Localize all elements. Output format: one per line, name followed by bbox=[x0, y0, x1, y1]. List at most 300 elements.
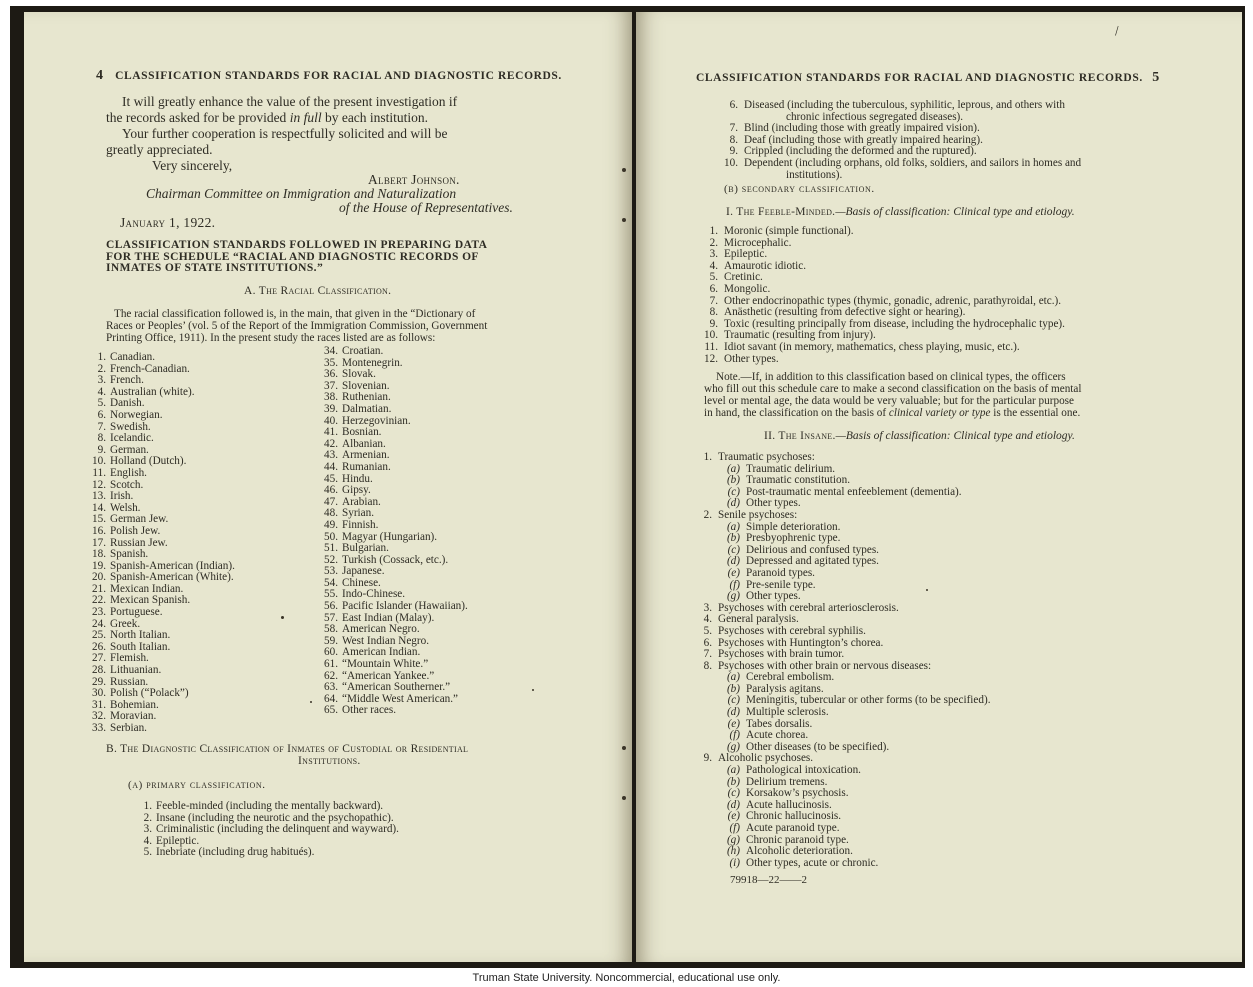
list-item-text: Anästhetic (resulting from defective sight or hearing). bbox=[724, 306, 966, 319]
list-item-text: Spanish-American (Indian). bbox=[110, 559, 235, 572]
primary-classification-list bbox=[134, 801, 399, 859]
list-item-number: (e) bbox=[727, 566, 740, 579]
list-item-text: Russian. bbox=[110, 675, 149, 688]
list-item-text: Russian Jew. bbox=[110, 536, 168, 549]
list-item-text: Greek. bbox=[110, 617, 141, 630]
right-page bbox=[636, 12, 1242, 962]
list-item-text: South Italian. bbox=[110, 640, 171, 653]
list-item-text: Depressed and agitated types. bbox=[746, 555, 879, 568]
list-item-number: 48. bbox=[324, 507, 338, 520]
list-item-text: Bulgarian. bbox=[342, 542, 389, 555]
list-item-number: 6. bbox=[729, 99, 738, 111]
binding-staple bbox=[622, 746, 626, 750]
list-item-number: (d) bbox=[726, 497, 740, 510]
list-item-number: 2. bbox=[709, 236, 718, 249]
list-item-number: 19. bbox=[92, 559, 106, 572]
list-item-text: Psychoses with cerebral arteriosclerosis. bbox=[718, 601, 899, 614]
list-item-number: 4. bbox=[97, 385, 106, 398]
list-item-text: Other types, acute or chronic. bbox=[746, 856, 879, 869]
list-item-number: 9. bbox=[709, 317, 718, 330]
list-item-text: “American Southerner.” bbox=[342, 681, 451, 694]
list-item-number: 21. bbox=[92, 582, 106, 595]
list-item-text: Psychoses with other brain or nervous diseases: bbox=[718, 659, 932, 672]
corner-mark: \ bbox=[1110, 24, 1123, 39]
list-item-text: Chinese. bbox=[342, 576, 381, 589]
list-item-text: North Italian. bbox=[110, 629, 171, 642]
letter-signer-title-1: Chairman Committee on Immigration and Naturalization bbox=[146, 186, 457, 201]
list-subitem bbox=[690, 765, 991, 777]
list-item-text: Polish Jew. bbox=[110, 524, 161, 537]
list-item-number: 45. bbox=[324, 472, 338, 485]
list-item-text: Serbian. bbox=[110, 722, 147, 734]
footer-credit: Truman State University. Noncommercial, educational use only. bbox=[472, 972, 781, 984]
list-item-number: 23. bbox=[92, 606, 106, 619]
list-item-number: 6. bbox=[97, 408, 106, 421]
list-item-text: Bohemian. bbox=[110, 698, 159, 711]
secondary-classification-label: (b) secondary classification. bbox=[724, 183, 875, 195]
list-item-number: 1. bbox=[143, 800, 152, 812]
list-item-number: (b) bbox=[726, 682, 740, 695]
note-line-3: level or mental age, the data would be very valuable; but for the particular purpose bbox=[704, 395, 1074, 407]
list-item-text: Diseased (including the tuberculous, syphilitic, leprous, and others with bbox=[744, 99, 1065, 111]
left-page bbox=[24, 12, 632, 962]
list-item-text: Polish (“Polack”) bbox=[110, 687, 189, 700]
list-item-number: 34. bbox=[324, 345, 338, 357]
ink-speck bbox=[926, 589, 928, 591]
list-item-number: 3. bbox=[709, 248, 718, 261]
note-line-1: Note.—If, in addition to this classification based on clinical types, the officers bbox=[716, 371, 1066, 383]
list-item-number: 3. bbox=[97, 374, 106, 387]
list-item bbox=[88, 723, 235, 735]
list-item-continuation: institutions). bbox=[786, 168, 843, 181]
list-item-number: 9. bbox=[703, 752, 712, 765]
list-item-number: 8. bbox=[709, 306, 718, 319]
list-item-text: Mexican Spanish. bbox=[110, 594, 191, 607]
book-spread bbox=[10, 6, 1245, 968]
list-item-number: 11. bbox=[92, 466, 106, 479]
list-item-text: Moronic (simple functional). bbox=[724, 225, 854, 237]
list-item-text: “American Yankee.” bbox=[342, 669, 435, 682]
list-item-text: Irish. bbox=[110, 490, 134, 503]
list-item-text: Other types. bbox=[746, 497, 801, 510]
list-item-text: Delirium tremens. bbox=[746, 775, 828, 788]
ink-speck bbox=[532, 689, 534, 691]
list-item-text: Other endocrinopathic types (thymic, gonadic, adrenic, parathyroidal, etc.). bbox=[724, 294, 1062, 307]
list-item bbox=[690, 452, 991, 464]
list-item-text: Indo-Chinese. bbox=[342, 588, 406, 601]
list-subitem bbox=[690, 568, 991, 580]
list-item-text: Other diseases (to be specified). bbox=[746, 740, 890, 753]
running-title-right: CLASSIFICATION STANDARDS FOR RACIAL AND DIAGNOSTIC RECORDS. bbox=[696, 72, 1143, 84]
list-item-text: Croatian. bbox=[342, 345, 384, 357]
list-item-number: 50. bbox=[324, 530, 338, 543]
list-item-text: Acute chorea. bbox=[746, 729, 809, 742]
list-item-text: German. bbox=[110, 443, 149, 456]
list-item-number: 3. bbox=[703, 601, 712, 614]
list-item-text: East Indian (Malay). bbox=[342, 611, 435, 624]
list-item-number: 38. bbox=[324, 391, 338, 404]
list-item-text: “Middle West American.” bbox=[342, 692, 459, 705]
list-item-text: French-Canadian. bbox=[110, 362, 190, 375]
list-item-text: Microcephalic. bbox=[724, 236, 792, 249]
list-item-number: (a) bbox=[726, 671, 740, 684]
letter-closing: Very sincerely, bbox=[152, 158, 233, 173]
list-item-number: (d) bbox=[726, 706, 740, 719]
list-item-number: 6. bbox=[709, 282, 718, 295]
note-line-4: in hand, the classification on the basis of clinical variety or type is the essential one. bbox=[704, 407, 1081, 419]
list-item-number: 47. bbox=[324, 495, 338, 508]
list-item-number: 20. bbox=[92, 571, 106, 584]
ink-speck bbox=[310, 701, 312, 703]
section-a-intro-3: Printing Office, 1911). In the present study the races listed are as follows: bbox=[106, 332, 436, 344]
list-item-number: 8. bbox=[729, 133, 738, 146]
list-item-text: Herzegovinian. bbox=[342, 414, 411, 427]
list-item-number: 62. bbox=[324, 669, 338, 682]
list-item-number: (e) bbox=[727, 810, 740, 823]
list-item-text: Mongolic. bbox=[724, 282, 771, 295]
letter-date: January 1, 1922. bbox=[120, 215, 216, 230]
list-item-text: Presbyophrenic type. bbox=[746, 532, 841, 545]
list-item-number: 43. bbox=[324, 449, 338, 462]
list-item-number: (b) bbox=[726, 532, 740, 545]
list-item-number: 1. bbox=[703, 451, 712, 463]
list-item-number: (a) bbox=[726, 520, 740, 533]
list-item-text: Traumatic delirium. bbox=[746, 462, 836, 475]
list-item-number: 52. bbox=[324, 553, 338, 566]
list-item-text: General paralysis. bbox=[718, 613, 799, 626]
list-item-text: Syrian. bbox=[342, 507, 375, 520]
list-item-number: 14. bbox=[92, 501, 106, 514]
binding-staple bbox=[622, 218, 626, 222]
list-item-text: Insane (including the neurotic and the psychopathic). bbox=[156, 811, 394, 824]
binding-staple bbox=[622, 168, 626, 172]
list-item-number: 60. bbox=[324, 646, 338, 659]
list-item-text: English. bbox=[110, 466, 147, 479]
list-item-text: Icelandic. bbox=[110, 432, 154, 445]
list-item-number: 25. bbox=[92, 629, 106, 642]
list-item-number: (a) bbox=[726, 764, 740, 777]
list-item-text: Criminalistic (including the delinquent and wayward). bbox=[156, 823, 399, 836]
list-item-number: 17. bbox=[92, 536, 106, 549]
list-item-number: 28. bbox=[92, 664, 106, 677]
races-list-col1 bbox=[88, 352, 235, 735]
list-item-text: Bosnian. bbox=[342, 426, 382, 439]
list-item-number: (g) bbox=[726, 590, 740, 603]
list-item-number: 9. bbox=[729, 145, 738, 158]
list-item-number: 64. bbox=[324, 692, 338, 705]
list-item-text: Acute paranoid type. bbox=[746, 822, 840, 834]
page-number-left: 4 bbox=[96, 68, 104, 83]
letter-para2-line1: Your further cooperation is respectfully solicited and will be bbox=[122, 126, 448, 141]
list-item-number: 42. bbox=[324, 437, 338, 450]
list-item-number: 1. bbox=[709, 225, 718, 237]
section-b-title-2: Institutions. bbox=[298, 755, 361, 767]
list-item-number: 55. bbox=[324, 588, 338, 601]
note-line-2: who fill out this schedule care to make a second classification on the basis of mental bbox=[704, 383, 1082, 395]
list-item-number: 6. bbox=[703, 636, 712, 649]
list-item-text: Post-traumatic mental enfeeblement (dementia). bbox=[746, 485, 962, 498]
list-item-number: 4. bbox=[709, 259, 718, 272]
list-item-number: 33. bbox=[92, 722, 106, 734]
list-item-text: Arabian. bbox=[342, 495, 381, 508]
list-item-text: Epileptic. bbox=[156, 834, 200, 847]
list-item-text: Other types. bbox=[746, 590, 801, 603]
list-item-number: 5. bbox=[703, 624, 712, 637]
list-item-number: 36. bbox=[324, 368, 338, 381]
list-item-number: (e) bbox=[727, 717, 740, 730]
list-item-text: Alcoholic deterioration. bbox=[746, 845, 853, 858]
list-item-text: Slovenian. bbox=[342, 379, 390, 392]
list-item-text: Moravian. bbox=[110, 710, 157, 723]
list-item-text: Dalmatian. bbox=[342, 402, 392, 415]
list-item-text: Dependent (including orphans, old folks, soldiers, and sailors in homes and bbox=[744, 156, 1082, 169]
list-item-number: (c) bbox=[727, 543, 740, 556]
list-item-text: Ruthenian. bbox=[342, 391, 391, 404]
section-a-title: A. The Racial Classification. bbox=[244, 285, 392, 297]
list-item-text: Crippled (including the deformed and the ruptured). bbox=[744, 145, 977, 158]
insane-title: II. The Insane.—Basis of classification: Clinical type and etiology. bbox=[764, 430, 1075, 442]
list-item-number: 5. bbox=[97, 397, 106, 410]
list-item-number: (g) bbox=[726, 833, 740, 846]
list-item-text: Senile psychoses: bbox=[718, 508, 798, 521]
list-item-text: Albanian. bbox=[342, 437, 386, 450]
list-item-text: Canadian. bbox=[110, 351, 156, 363]
list-item-number: 18. bbox=[92, 548, 106, 561]
letter-signer-title-2: of the House of Representatives. bbox=[339, 200, 513, 215]
list-item-number: (i) bbox=[729, 856, 740, 869]
section-a-intro-2: Races or Peoples’ (vol. 5 of the Report of the Immigration Commission, Government bbox=[106, 320, 488, 332]
list-subitem bbox=[690, 858, 991, 870]
list-item-text: “Mountain White.” bbox=[342, 658, 429, 671]
list-item-number: 53. bbox=[324, 565, 338, 578]
list-item-number: 7. bbox=[729, 122, 738, 135]
list-item-text: Amaurotic idiotic. bbox=[724, 259, 807, 272]
list-item-number: 57. bbox=[324, 611, 338, 624]
list-item-text: Traumatic constitution. bbox=[746, 474, 850, 487]
list-item-text: Spanish. bbox=[110, 548, 149, 561]
list-item-number: 1. bbox=[97, 351, 106, 363]
list-item-number: 46. bbox=[324, 484, 338, 497]
list-item-text: German Jew. bbox=[110, 513, 169, 526]
list-item-text: Scotch. bbox=[110, 478, 144, 491]
list-item-number: 11. bbox=[704, 340, 718, 353]
list-item-number: 61. bbox=[324, 658, 338, 671]
list-item-text: Traumatic (resulting from injury). bbox=[724, 329, 876, 342]
list-item-text: Chronic hallucinosis. bbox=[746, 810, 842, 823]
list-item-text: American Negro. bbox=[342, 623, 420, 636]
list-item-number: (d) bbox=[726, 798, 740, 811]
list-item-text: Acute hallucinosis. bbox=[746, 798, 832, 811]
list-item-number: (h) bbox=[726, 845, 740, 858]
list-item-number: (c) bbox=[727, 787, 740, 800]
races-list-col2 bbox=[320, 346, 468, 717]
list-item-number: 8. bbox=[97, 432, 106, 445]
left-page-header bbox=[96, 68, 562, 84]
list-item-number: 39. bbox=[324, 402, 338, 415]
section-a-intro-1: The racial classification followed is, in the main, that given in the “Dictionary of bbox=[114, 308, 476, 320]
ink-speck bbox=[281, 616, 284, 619]
list-item-text: Mexican Indian. bbox=[110, 582, 184, 595]
primary-classification-label: (a) primary classification. bbox=[128, 779, 266, 791]
list-item-number: 56. bbox=[324, 600, 338, 613]
letter-para1-line1: It will greatly enhance the value of the present investigation if bbox=[122, 94, 458, 109]
list-item-text: Delirious and confused types. bbox=[746, 543, 879, 556]
list-item bbox=[716, 158, 1081, 170]
list-item-text: Psychoses with brain tumor. bbox=[718, 648, 845, 661]
list-item-number: 37. bbox=[324, 379, 338, 392]
list-item-number: 3. bbox=[143, 823, 152, 836]
list-item-number: 7. bbox=[709, 294, 718, 307]
list-item-number: (g) bbox=[726, 740, 740, 753]
list-item-number: 10. bbox=[92, 455, 106, 468]
list-item-number: 12. bbox=[92, 478, 106, 491]
list-item-number: 30. bbox=[92, 687, 106, 700]
list-item-number: 51. bbox=[324, 542, 338, 555]
list-item-text: Multiple sclerosis. bbox=[746, 706, 829, 719]
list-item-number: 5. bbox=[143, 846, 152, 859]
list-item-text: Cerebral embolism. bbox=[746, 671, 835, 684]
list-item-text: Finnish. bbox=[342, 518, 379, 531]
list-item-number: (d) bbox=[726, 555, 740, 568]
list-item-number: 2. bbox=[143, 811, 152, 824]
list-item-text: Inebriate (including drug habitués). bbox=[156, 846, 315, 859]
list-item-number: 35. bbox=[324, 356, 338, 369]
binding-staple bbox=[622, 796, 626, 800]
list-item bbox=[716, 100, 1081, 112]
list-item-number: (f) bbox=[729, 822, 740, 834]
list-item-text: Feeble-minded (including the mentally backward). bbox=[156, 800, 384, 812]
letter-signer: Albert Johnson. bbox=[368, 172, 460, 187]
running-title-left: CLASSIFICATION STANDARDS FOR RACIAL AND DIAGNOSTIC RECORDS. bbox=[115, 70, 562, 82]
feeble-minded-list bbox=[696, 226, 1065, 365]
list-item-text: Psychoses with cerebral syphilis. bbox=[718, 624, 866, 637]
list-item-number: 5. bbox=[709, 271, 718, 284]
list-item-number: 41. bbox=[324, 426, 338, 439]
list-item-text: Paralysis agitans. bbox=[746, 682, 824, 695]
list-item-text: Welsh. bbox=[110, 501, 141, 514]
list-item-text: Gipsy. bbox=[342, 484, 371, 497]
list-item-number: 65. bbox=[324, 704, 338, 717]
list-item-text: Swedish. bbox=[110, 420, 151, 433]
list-item-number: 4. bbox=[703, 613, 712, 626]
list-item-text: Slovak. bbox=[342, 368, 376, 381]
list-item-text: Korsakow’s psychosis. bbox=[746, 787, 849, 800]
right-page-header bbox=[696, 70, 1160, 86]
list-item-number: 7. bbox=[703, 648, 712, 661]
list-item-number: 2. bbox=[703, 508, 712, 521]
list-item bbox=[696, 354, 1065, 366]
primary-classification-continued bbox=[716, 100, 1081, 181]
list-item-number: (c) bbox=[727, 694, 740, 707]
list-item-text: Japanese. bbox=[342, 565, 385, 578]
list-item-number: (a) bbox=[726, 462, 740, 475]
list-item-number: 15. bbox=[92, 513, 106, 526]
list-item-text: Norwegian. bbox=[110, 408, 163, 421]
list-item-number: 27. bbox=[92, 652, 106, 665]
list-item-number: 44. bbox=[324, 460, 338, 473]
signature-mark: 79918—22——2 bbox=[730, 874, 807, 886]
list-item-number: 54. bbox=[324, 576, 338, 589]
list-item-number: 10. bbox=[704, 329, 718, 342]
list-item-text: Toxic (resulting principally from disease, including the hydrocephalic type). bbox=[724, 317, 1065, 330]
list-item-text: Idiot savant (in memory, mathematics, chess playing, music, etc.). bbox=[724, 340, 1020, 353]
letter-para2-line2: greatly appreciated. bbox=[106, 142, 213, 157]
list-item-text: Rumanian. bbox=[342, 460, 391, 473]
list-item-number: 10. bbox=[724, 156, 738, 169]
list-item-number: 24. bbox=[92, 617, 106, 630]
list-item-number: 59. bbox=[324, 634, 338, 647]
list-item-text: Psychoses with Huntington’s chorea. bbox=[718, 636, 884, 649]
list-item-text: Pacific Islander (Hawaiian). bbox=[342, 600, 468, 613]
list-item-text: Australian (white). bbox=[110, 385, 195, 398]
list-item-number: 7. bbox=[97, 420, 106, 433]
list-item-text: Magyar (Hungarian). bbox=[342, 530, 438, 543]
list-item-number: 8. bbox=[703, 659, 712, 672]
list-item-number: 12. bbox=[704, 352, 718, 365]
main-heading: CLASSIFICATION STANDARDS FOLLOWED IN PREPARING DATA FOR THE SCHEDULE “RACIAL AND DIAGNOSTIC RECORDS OF INMATES OF STATE INSTITUTIONS.” bbox=[106, 239, 488, 274]
list-item-text: Traumatic psychoses: bbox=[718, 451, 815, 463]
list-item-text: Alcoholic psychoses. bbox=[718, 752, 814, 765]
list-item-text: Pre-senile type. bbox=[746, 578, 816, 591]
list-item-text: Paranoid types. bbox=[746, 566, 815, 579]
list-item bbox=[320, 705, 468, 717]
list-item-text: Epileptic. bbox=[724, 248, 768, 261]
feeble-minded-title: I. The Feeble-Minded.—Basis of classification: Clinical type and etiology. bbox=[726, 206, 1075, 218]
list-item-number: 58. bbox=[324, 623, 338, 636]
list-item-text: Simple deterioration. bbox=[746, 520, 841, 533]
list-item-text: Danish. bbox=[110, 397, 145, 410]
list-item-number: 16. bbox=[92, 524, 106, 537]
list-item-text: Armenian. bbox=[342, 449, 390, 462]
list-item-number: (c) bbox=[727, 485, 740, 498]
list-item-number: (b) bbox=[726, 775, 740, 788]
list-item-text: Chronic paranoid type. bbox=[746, 833, 849, 846]
list-item-text: Hindu. bbox=[342, 472, 373, 485]
list-item-text: Montenegrin. bbox=[342, 356, 403, 369]
letter-para1-line2: the records asked for be provided in full by each institution. bbox=[106, 110, 429, 125]
section-b-title-1: B. The Diagnostic Classification of Inmates of Custodial or Residential bbox=[106, 743, 469, 755]
list-item-text: Holland (Dutch). bbox=[110, 455, 187, 468]
list-item-text: Other types. bbox=[724, 352, 779, 365]
list-item-number: 49. bbox=[324, 518, 338, 531]
list-item-text: Blind (including those with greatly impaired vision). bbox=[744, 122, 980, 135]
list-item-text: Flemish. bbox=[110, 652, 149, 665]
list-item-text: American Indian. bbox=[342, 646, 421, 659]
list-item-number: (b) bbox=[726, 474, 740, 487]
list-item-number: 4. bbox=[143, 834, 152, 847]
list-item-number: 29. bbox=[92, 675, 106, 688]
list-item-number: 26. bbox=[92, 640, 106, 653]
list-item-text: West Indian Negro. bbox=[342, 634, 430, 647]
list-item-continuation: chronic infectious segregated diseases). bbox=[786, 110, 964, 123]
list-item-number: 22. bbox=[92, 594, 106, 607]
list-item-number: 32. bbox=[92, 710, 106, 723]
insane-list bbox=[690, 452, 991, 869]
list-item-text: Meningitis, tubercular or other forms (to be specified). bbox=[746, 694, 991, 707]
page-number-right: 5 bbox=[1152, 70, 1160, 85]
list-item-number: 31. bbox=[92, 698, 106, 711]
list-item-text: Lithuanian. bbox=[110, 664, 162, 677]
list-item-text: French. bbox=[110, 374, 144, 387]
list-item-number: 40. bbox=[324, 414, 338, 427]
list-item-number: (f) bbox=[729, 578, 740, 591]
list-subitem bbox=[690, 707, 991, 719]
list-item-text: Pathological intoxication. bbox=[746, 764, 861, 777]
list-item-number: 63. bbox=[324, 681, 338, 694]
list-item-number: 2. bbox=[97, 362, 106, 375]
list-item-text: Portuguese. bbox=[110, 606, 163, 619]
list-item-text: Deaf (including those with greatly impaired hearing). bbox=[744, 133, 983, 146]
